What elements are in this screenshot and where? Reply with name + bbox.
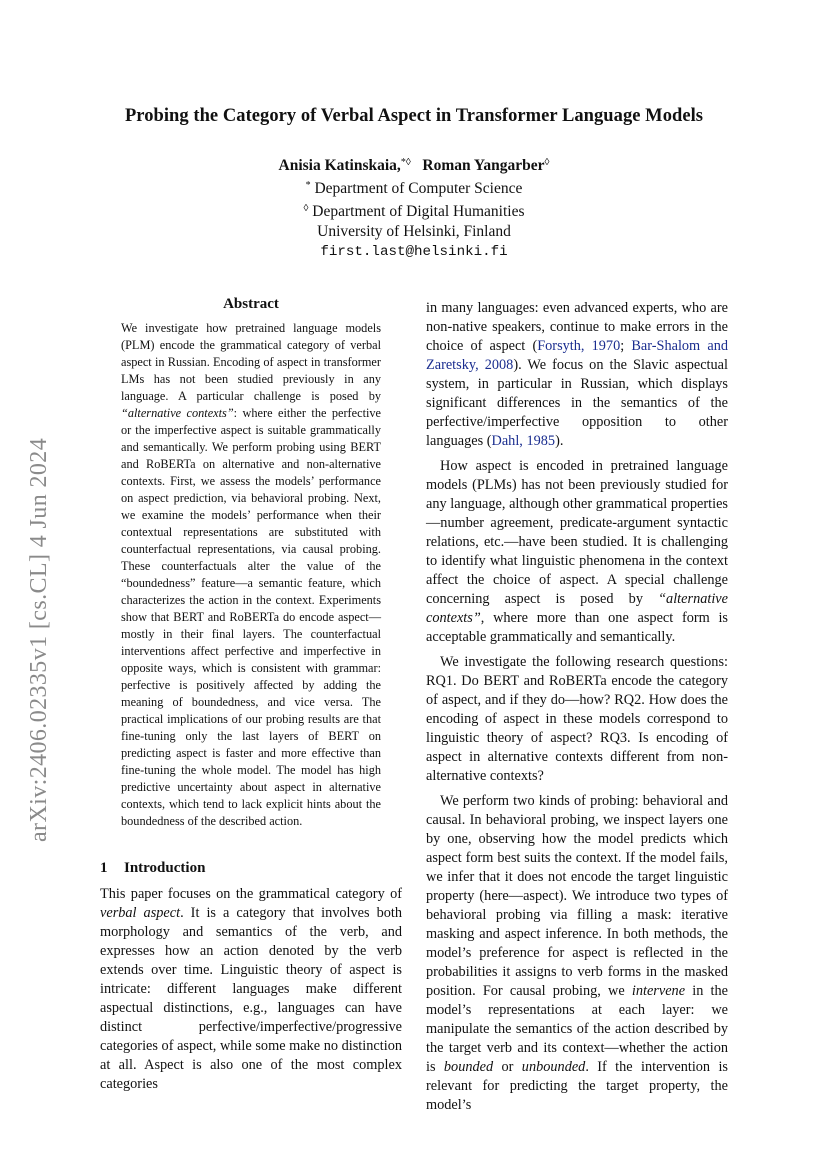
arxiv-watermark: arXiv:2406.02335v1 [cs.CL] 4 Jun 2024: [26, 437, 52, 842]
section-number: 1: [100, 860, 108, 876]
affiliation-1: [0, 176, 828, 199]
intro-paragraph-2: How aspect is encoded in pretrained language models (PLMs) has not been previously studied for any language, although other grammatical properties—number agreement, predicate-argument syntactic relations, etc.—have been studied. It is challenging to identify what linguistic phenomena in the context affect the choice of aspect. A special challenge concerning aspect is posed by “alternative contexts”, where more than one aspect form is acceptable grammatically and semantically.: [426, 458, 728, 645]
author-block: [0, 153, 828, 262]
affiliation-3: University of Helsinki, Finland: [317, 223, 511, 240]
section-heading-introduction: [100, 860, 205, 877]
abstract-heading: Abstract: [223, 296, 279, 312]
intro-right-column: [426, 299, 728, 1115]
author-2: Roman Yangarber: [422, 157, 545, 174]
affiliation-2: [0, 199, 828, 222]
intro-paragraph-1: This paper focuses on the grammatical category of verbal aspect. It is a category that involves both morphology and semantics of the verb, and expresses how an action denoted by the verb extends over time. Linguistic theory of aspect is intricate: different languages make different aspectual distinctions, e.g., languages can have distinct perfective/imperfective/progressive categories of aspect, while some make no distinction at all. Aspect is also one of the most complex categories: [100, 886, 402, 1092]
author-email: first.last@helsinki.fi: [320, 244, 508, 260]
paper-title: Probing the Category of Verbal Aspect in Transformer Language Models: [124, 106, 704, 126]
affiliation-2-text: Department of Digital Humanities: [312, 203, 525, 220]
section-title: Introduction: [124, 860, 206, 876]
affiliation-1-mark: *: [305, 180, 311, 191]
affiliation-2-mark: ◊: [303, 203, 309, 214]
intro-left-column: [100, 885, 402, 1094]
author-1-marks: *◊: [400, 157, 411, 168]
intro-paragraph-3: We investigate the following research questions: RQ1. Do BERT and RoBERTa encode the category of aspect, and if they do—how? RQ2. How does the encoding of aspect in these models correspond to linguistic theory of aspect? RQ3. Is encoding of aspect in alternative contexts different from non-alternative contexts?: [426, 654, 728, 784]
citation-bar-shalom[interactable]: Bar-Shalom and Zaretsky, 2008: [426, 338, 728, 373]
author-1: Anisia Katinskaia,: [278, 157, 401, 174]
author-names: [0, 153, 828, 176]
abstract-paragraph: We investigate how pretrained language models (PLM) encode the grammatical category of verbal aspect in Russian. Encoding of aspect in transformer LMs has not been studied previously in any language. A particular challenge is posed by “alternative contexts”: where either the perfective or the imperfective aspect is suitable grammatically and semantically. We perform probing using BERT and RoBERTa on alternative and non-alternative contexts. First, we assess the models’ performance on aspect prediction, via behavioral probing. Next, we examine the models’ performance when their contextual representations are substituted with counterfactual representations, via causal probing. These counterfactuals alter the value of the “boundedness” feature—a semantic feature, which characterizes the action in the context. Experiments show that BERT and RoBERTa do encode aspect—mostly in their final layers. The counterfactual interventions affect perfective and imperfective in opposite ways, which is consistent with grammar: perfective is positively affected by adding the meaning of boundedness, and vice versa. The practical implications of our probing results are that fine-tuning only the last layers of BERT on predicting aspect is faster and more effective than fine-tuning the whole model. The model has high predictive uncertainty about aspect in alternative contexts, which tend to lack explicit hints about the boundedness of the described action.: [121, 321, 382, 828]
citation-dahl[interactable]: Dahl, 1985: [491, 433, 556, 449]
citation-forsyth[interactable]: Forsyth, 1970: [537, 338, 621, 354]
author-2-marks: ◊: [544, 157, 550, 168]
intro-paragraph-continued: in many languages: even advanced experts, who are non-native speakers, continue to make errors in the choice of aspect (Forsyth, 1970; Bar-Shalom and Zaretsky, 2008). We focus on the Slavic aspectual system, in particular in Russian, which displays significant differences in the semantics of the perfective/imperfective opposition to other languages (Dahl, 1985).: [426, 300, 728, 449]
intro-paragraph-4: We perform two kinds of probing: behavioral and causal. In behavioral probing, we inspect layers one by one, observing how the model predicts which aspect form best suits the context. If the model fails, we infer that it does not encode the target linguistic property (here—aspect). We introduce two types of behavioral probing via filling a mask: iterative masking and aspect inference. In both methods, the model’s preference for aspect is reflected in the probabilities it assigns to verb forms in the masked position. For causal probing, we intervene in the model’s representations at each layer: we manipulate the semantics of the action described by the target verb and its context—whether the action is bounded or unbounded. If the intervention is relevant for predicting the target property, the model’s: [426, 793, 728, 1113]
affiliation-1-text: Department of Computer Science: [314, 180, 523, 197]
abstract-body: [121, 320, 381, 830]
